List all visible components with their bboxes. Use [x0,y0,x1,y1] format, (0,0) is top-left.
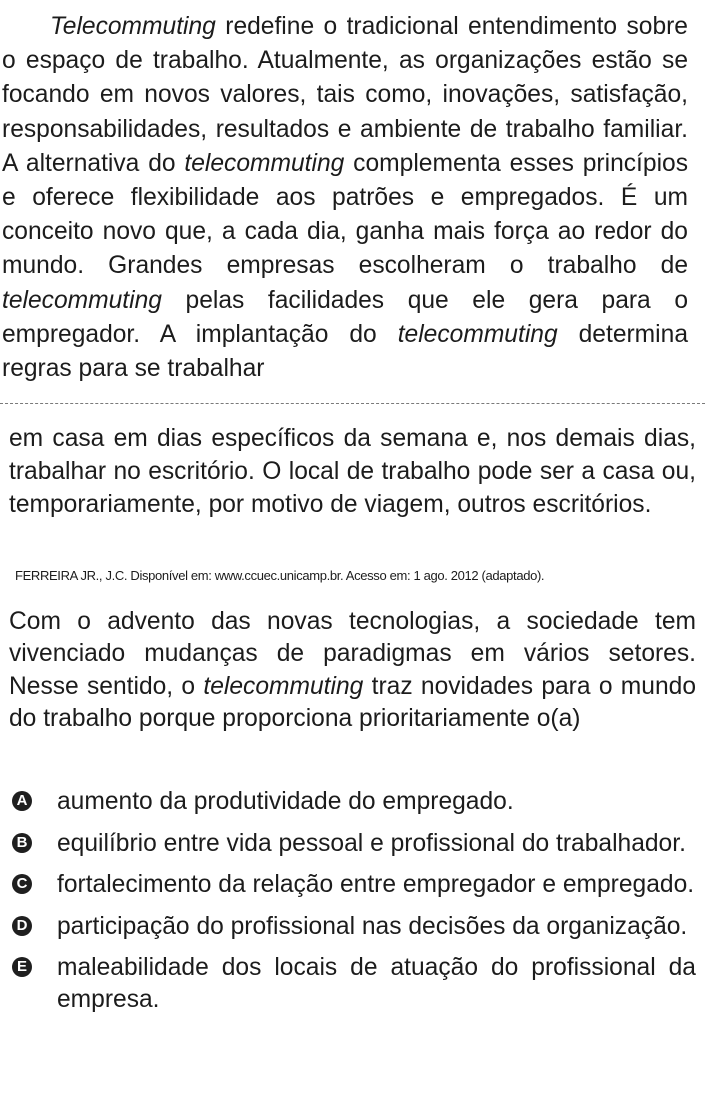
question-text: Com o advento das novas tecnologias, a sociedade tem vivenciado mudanças de paradigmas em vários setores. Nesse sentido, o [9,608,696,700]
option-text: maleabilidade dos locais de atuação do profissional da empresa. [57,954,696,1013]
passage-text: redefine o tradicional entendimento sobre o espaço de trabalho. Atualmente, as organizações estão se focando em novos valores, tais como, inovações, satisfação, responsabilidades, resultados e ambiente de trabalho familiar. A alternativa do [2,13,688,177]
option-text: participação do profissional nas decisões da organização. [57,912,688,940]
passage-term-italic: Telecommuting [50,13,216,40]
question-text: traz novidades para o mundo do trabalho porque proporciona prioritariamente o(a) [9,672,696,733]
passage-top [2,10,688,386]
source-citation: FERREIRA JR., J.C. Disponível em: www.ccuec.unicamp.br. Acesso em: 1 ago. 2012 (adaptado). [15,568,545,583]
option-d[interactable] [9,911,696,943]
passage-text: determina regras para se trabalhar [2,320,688,383]
page-break-divider [0,403,705,404]
passage-text: pelas facilidades que ele gera para o empregador. A implantação do [2,286,688,348]
option-letter-badge: B [12,833,32,853]
option-a[interactable] [9,786,696,818]
option-letter-badge: D [12,916,32,936]
question-term-italic: telecommuting [203,672,364,700]
passage-text: complementa esses princípios e oferece flexibilidade aos patrões e empregados. É um conceito novo que, a cada dia, ganha mais força ao redor do mundo. Grandes empresas escolheram o trabalho de [2,149,689,280]
option-text: aumento da produtividade do empregado. [57,788,514,815]
option-c[interactable] [9,869,696,901]
option-letter-badge: C [12,874,32,894]
option-text: fortalecimento da relação entre empregador e empregado. [57,871,695,898]
passage-term-italic: telecommuting [2,286,162,314]
option-e[interactable] [9,952,696,1015]
answer-options [9,786,696,1025]
option-b[interactable] [9,828,696,860]
passage-term-italic: telecommuting [397,320,558,348]
option-letter-badge: A [12,791,32,811]
option-letter-badge: E [12,957,32,977]
passage-bottom: em casa em dias específicos da semana e, nos demais dias, trabalhar no escritório. O local de trabalho pode ser a casa ou, temporariamente, por motivo de viagem, outros escritórios. [9,425,696,518]
option-text: equilíbrio entre vida pessoal e profissional do trabalhador. [57,829,686,857]
question-stem [9,606,696,736]
passage-term-italic: telecommuting [184,149,345,177]
